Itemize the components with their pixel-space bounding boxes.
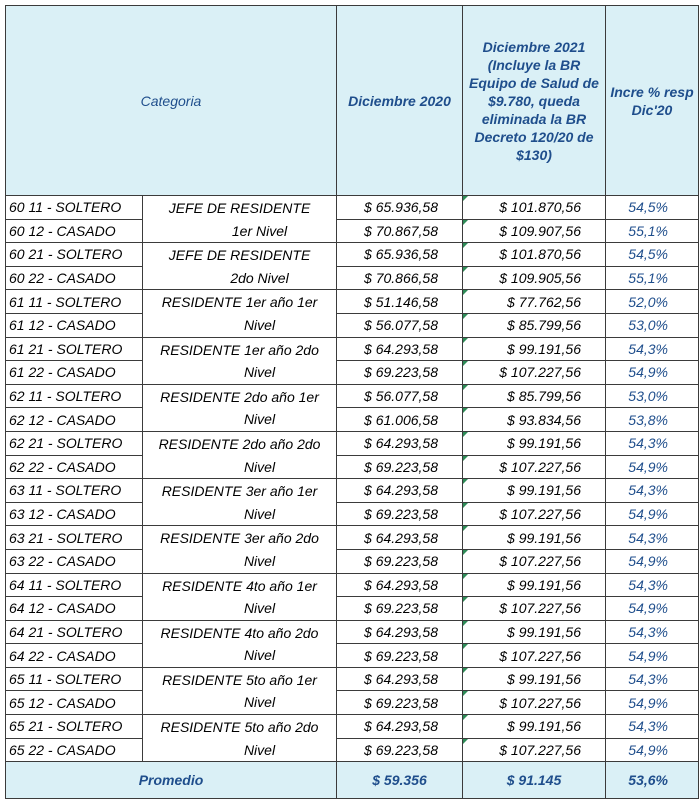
table-row xyxy=(6,526,699,550)
row-category xyxy=(143,715,337,762)
row-incremento: 55,1% xyxy=(606,266,699,290)
header-diciembre-2020: Diciembre 2020 xyxy=(337,6,463,196)
row-code: 63 22 - CASADO xyxy=(6,549,143,573)
footer-diciembre-2020: $ 59.356 xyxy=(337,762,463,799)
table-row xyxy=(6,667,699,691)
row-diciembre-2021: $ 107.227,56 xyxy=(463,361,606,385)
footer-diciembre-2021: $ 91.145 xyxy=(463,762,606,799)
row-diciembre-2021: $ 109.905,56 xyxy=(463,266,606,290)
row-diciembre-2020: $ 70.866,58 xyxy=(337,266,463,290)
row-diciembre-2021: $ 99.191,56 xyxy=(463,667,606,691)
row-incremento: 54,3% xyxy=(606,715,699,739)
row-code: 62 12 - CASADO xyxy=(6,408,143,432)
row-incremento: 54,3% xyxy=(606,573,699,597)
row-diciembre-2021: $ 109.907,56 xyxy=(463,219,606,243)
row-code: 63 11 - SOLTERO xyxy=(6,479,143,503)
row-category xyxy=(143,290,337,337)
row-diciembre-2020: $ 69.223,58 xyxy=(337,738,463,762)
category-line: RESIDENTE 4to año 1er xyxy=(162,577,317,594)
row-incremento: 54,9% xyxy=(606,738,699,762)
row-category xyxy=(143,384,337,431)
row-code: 60 12 - CASADO xyxy=(6,219,143,243)
table-row xyxy=(6,644,699,668)
header-categoria: Categoria xyxy=(6,6,337,196)
row-incremento: 54,9% xyxy=(606,549,699,573)
table-row xyxy=(6,479,699,503)
row-diciembre-2020: $ 69.223,58 xyxy=(337,597,463,621)
category-line: Nivel xyxy=(243,411,276,428)
header-diciembre-2021: Diciembre 2021 (Incluye la BR Equipo de Salud de $9.780, queda eliminada la BR Decreto 120/20 de $130) xyxy=(463,6,606,196)
row-code: 62 11 - SOLTERO xyxy=(6,384,143,408)
row-incremento: 54,3% xyxy=(606,431,699,455)
category-line: Nivel xyxy=(243,694,276,711)
row-incremento: 54,3% xyxy=(606,479,699,503)
table-row xyxy=(6,266,699,290)
row-diciembre-2021: $ 85.799,56 xyxy=(463,384,606,408)
row-incremento: 54,9% xyxy=(606,597,699,621)
row-incremento: 52,0% xyxy=(606,290,699,314)
row-code: 60 11 - SOLTERO xyxy=(6,196,143,220)
row-diciembre-2020: $ 64.293,58 xyxy=(337,479,463,503)
row-diciembre-2020: $ 61.006,58 xyxy=(337,408,463,432)
row-diciembre-2021: $ 107.227,56 xyxy=(463,455,606,479)
row-diciembre-2020: $ 56.077,58 xyxy=(337,384,463,408)
row-category xyxy=(143,337,337,384)
row-diciembre-2021: $ 107.227,56 xyxy=(463,502,606,526)
row-code: 63 21 - SOLTERO xyxy=(6,526,143,550)
row-incremento: 54,9% xyxy=(606,502,699,526)
header-row xyxy=(6,6,699,196)
row-code: 61 12 - CASADO xyxy=(6,313,143,337)
row-diciembre-2021: $ 99.191,56 xyxy=(463,479,606,503)
table-row xyxy=(6,549,699,573)
category-line: Nivel xyxy=(243,505,276,522)
row-code: 62 21 - SOLTERO xyxy=(6,431,143,455)
category-line: RESIDENTE 5to año 2do xyxy=(160,719,319,736)
row-diciembre-2021: $ 99.191,56 xyxy=(463,715,606,739)
row-incremento: 54,5% xyxy=(606,243,699,267)
row-code: 65 11 - SOLTERO xyxy=(6,667,143,691)
category-line: RESIDENTE 1er año 2do xyxy=(160,341,319,358)
row-diciembre-2020: $ 64.293,58 xyxy=(337,715,463,739)
row-incremento: 54,3% xyxy=(606,337,699,361)
row-incremento: 54,9% xyxy=(606,644,699,668)
row-incremento: 53,0% xyxy=(606,384,699,408)
row-category xyxy=(143,431,337,478)
row-code: 61 11 - SOLTERO xyxy=(6,290,143,314)
table-body xyxy=(6,196,699,762)
row-diciembre-2021: $ 99.191,56 xyxy=(463,573,606,597)
row-diciembre-2020: $ 64.293,58 xyxy=(337,431,463,455)
footer-row xyxy=(6,762,699,799)
row-diciembre-2021: $ 77.762,56 xyxy=(463,290,606,314)
table-row xyxy=(6,715,699,739)
row-diciembre-2020: $ 64.293,58 xyxy=(337,526,463,550)
row-code: 64 22 - CASADO xyxy=(6,644,143,668)
row-code: 61 22 - CASADO xyxy=(6,361,143,385)
row-incremento: 54,9% xyxy=(606,691,699,715)
table-row xyxy=(6,196,699,220)
row-diciembre-2020: $ 69.223,58 xyxy=(337,644,463,668)
category-line: Nivel xyxy=(243,552,276,569)
row-code: 64 11 - SOLTERO xyxy=(6,573,143,597)
table-row xyxy=(6,738,699,762)
row-incremento: 54,3% xyxy=(606,620,699,644)
category-line: Nivel xyxy=(243,600,276,617)
category-line: RESIDENTE 4to año 2do xyxy=(160,624,319,641)
row-code: 61 21 - SOLTERO xyxy=(6,337,143,361)
table-row xyxy=(6,455,699,479)
row-diciembre-2021: $ 85.799,56 xyxy=(463,313,606,337)
row-diciembre-2021: $ 99.191,56 xyxy=(463,526,606,550)
row-diciembre-2020: $ 64.293,58 xyxy=(337,667,463,691)
footer-incremento: 53,6% xyxy=(606,762,699,799)
row-code: 62 22 - CASADO xyxy=(6,455,143,479)
row-category xyxy=(143,479,337,526)
row-code: 63 12 - CASADO xyxy=(6,502,143,526)
row-diciembre-2021: $ 99.191,56 xyxy=(463,337,606,361)
row-incremento: 54,9% xyxy=(606,361,699,385)
row-incremento: 54,3% xyxy=(606,667,699,691)
category-line: Nivel xyxy=(243,647,276,664)
row-diciembre-2020: $ 64.293,58 xyxy=(337,573,463,597)
category-line: JEFE DE RESIDENTE xyxy=(168,200,311,216)
category-line: RESIDENTE 3er año 1er xyxy=(161,483,318,500)
table-row xyxy=(6,431,699,455)
table-row xyxy=(6,337,699,361)
row-incremento: 54,5% xyxy=(606,196,699,220)
category-line: RESIDENTE 1er año 1er xyxy=(161,294,318,311)
row-diciembre-2020: $ 69.223,58 xyxy=(337,502,463,526)
row-code: 65 12 - CASADO xyxy=(6,691,143,715)
row-diciembre-2021: $ 107.227,56 xyxy=(463,549,606,573)
row-diciembre-2020: $ 65.936,58 xyxy=(337,243,463,267)
row-diciembre-2020: $ 56.077,58 xyxy=(337,313,463,337)
category-line: RESIDENTE 2do año 1er xyxy=(160,388,319,405)
row-category xyxy=(143,573,337,620)
category-line: Nivel xyxy=(243,458,276,475)
row-incremento: 55,1% xyxy=(606,219,699,243)
category-line: RESIDENTE 5to año 1er xyxy=(162,671,317,688)
category-line: Nivel xyxy=(243,741,276,758)
category-line: RESIDENTE 3er año 2do xyxy=(160,530,319,547)
row-diciembre-2021: $ 107.227,56 xyxy=(463,691,606,715)
row-diciembre-2020: $ 69.223,58 xyxy=(337,691,463,715)
row-category xyxy=(143,243,337,290)
category-line: Nivel xyxy=(243,316,276,333)
category-line: RESIDENTE 2do año 2do xyxy=(158,435,321,452)
footer-label: Promedio xyxy=(6,762,337,799)
row-incremento: 53,8% xyxy=(606,408,699,432)
row-code: 65 21 - SOLTERO xyxy=(6,715,143,739)
row-diciembre-2021: $ 107.227,56 xyxy=(463,644,606,668)
row-incremento: 53,0% xyxy=(606,313,699,337)
header-incremento: Incre % resp Dic'20 xyxy=(606,6,699,196)
row-code: 60 22 - CASADO xyxy=(6,266,143,290)
category-line: Nivel xyxy=(243,364,276,381)
row-incremento: 54,3% xyxy=(606,526,699,550)
table-row xyxy=(6,408,699,432)
table-row xyxy=(6,573,699,597)
row-diciembre-2021: $ 99.191,56 xyxy=(463,431,606,455)
row-category xyxy=(143,620,337,667)
row-diciembre-2021: $ 101.870,56 xyxy=(463,243,606,267)
category-line: 1er Nivel xyxy=(231,222,288,239)
table-row xyxy=(6,597,699,621)
table-row xyxy=(6,243,699,267)
row-code: 60 21 - SOLTERO xyxy=(6,243,143,267)
table-row xyxy=(6,691,699,715)
table-row xyxy=(6,384,699,408)
row-diciembre-2020: $ 64.293,58 xyxy=(337,620,463,644)
table-row xyxy=(6,502,699,526)
row-diciembre-2021: $ 93.834,56 xyxy=(463,408,606,432)
table-row xyxy=(6,313,699,337)
row-diciembre-2020: $ 65.936,58 xyxy=(337,196,463,220)
row-category xyxy=(143,667,337,714)
row-code: 65 22 - CASADO xyxy=(6,738,143,762)
row-diciembre-2020: $ 64.293,58 xyxy=(337,337,463,361)
row-code: 64 21 - SOLTERO xyxy=(6,620,143,644)
row-category xyxy=(143,196,337,243)
row-diciembre-2021: $ 99.191,56 xyxy=(463,620,606,644)
row-diciembre-2021: $ 107.227,56 xyxy=(463,738,606,762)
row-diciembre-2020: $ 70.867,58 xyxy=(337,219,463,243)
category-line: JEFE DE RESIDENTE xyxy=(168,247,311,264)
category-line: 2do Nivel xyxy=(230,269,289,286)
row-category xyxy=(143,526,337,573)
row-diciembre-2021: $ 107.227,56 xyxy=(463,597,606,621)
row-diciembre-2020: $ 69.223,58 xyxy=(337,361,463,385)
row-code: 64 12 - CASADO xyxy=(6,597,143,621)
row-diciembre-2020: $ 51.146,58 xyxy=(337,290,463,314)
table-row xyxy=(6,219,699,243)
row-incremento: 54,9% xyxy=(606,455,699,479)
table-row xyxy=(6,361,699,385)
salary-table xyxy=(5,5,699,799)
row-diciembre-2021: $ 101.870,56 xyxy=(463,196,606,220)
table-row xyxy=(6,290,699,314)
row-diciembre-2020: $ 69.223,58 xyxy=(337,455,463,479)
table-row xyxy=(6,620,699,644)
row-diciembre-2020: $ 69.223,58 xyxy=(337,549,463,573)
